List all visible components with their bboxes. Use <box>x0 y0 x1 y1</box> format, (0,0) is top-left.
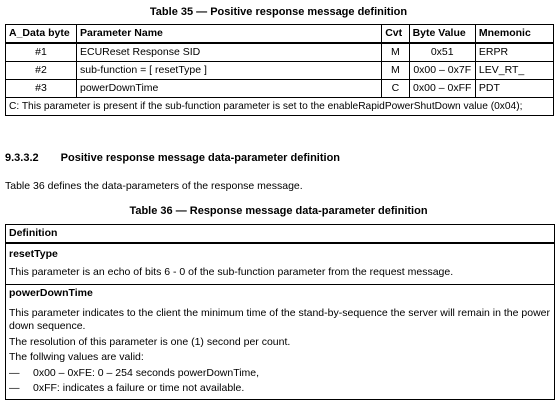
pdt-desc-line2: down sequence. <box>9 320 86 332</box>
table35 <box>5 24 554 116</box>
dash-bullet: — <box>9 382 20 394</box>
power-down-time-row <box>6 285 554 398</box>
table-row <box>6 80 554 98</box>
list-item <box>9 382 244 394</box>
cell-value: 0x00 – 0x7F <box>409 62 475 80</box>
reset-type-text: This parameter is an echo of bits 6 - 0 of the sub-function parameter from the request message. <box>9 266 454 278</box>
cell-parameter: powerDownTime <box>76 80 381 98</box>
cell-cvt: M <box>382 62 409 80</box>
header-mnemonic: Mnemonic <box>475 25 553 44</box>
section-heading <box>5 152 340 164</box>
table36-header <box>6 225 554 244</box>
section-intro: Table 36 defines the data-parameters of the response message. <box>5 180 303 192</box>
cell-parameter: ECUReset Response SID <box>76 43 381 62</box>
cell-value: 0x51 <box>409 43 475 62</box>
power-down-time-title: powerDownTime <box>9 287 93 299</box>
reset-type-title: resetType <box>9 248 58 260</box>
pdt-valid-values: The follwing values are valid: <box>9 351 144 363</box>
cell-cvt: C <box>382 80 409 98</box>
cell-mnemonic: PDT <box>475 80 553 98</box>
dash-bullet: — <box>9 367 20 379</box>
pdt-desc-line1: This parameter indicates to the client the minimum time of the stand-by-sequence the server will remain in the power <box>9 307 550 319</box>
cell-mnemonic: LEV_RT_ <box>475 62 553 80</box>
header-byte-value: Byte Value <box>409 25 475 44</box>
list-item-text: 0xFF: indicates a failure or time not available. <box>33 382 245 394</box>
reset-type-row <box>6 244 554 285</box>
section-number: 9.3.3.2 <box>5 152 39 164</box>
cell-mnemonic: ERPR <box>475 43 553 62</box>
cell-byte: #3 <box>6 80 77 98</box>
table-row <box>6 43 554 62</box>
table35-header-row <box>6 25 554 44</box>
cell-parameter: sub-function = [ resetType ] <box>76 62 381 80</box>
table36 <box>5 224 555 400</box>
table-row <box>6 62 554 80</box>
cell-cvt: M <box>382 43 409 62</box>
list-item-text: 0x00 – 0xFE: 0 – 254 seconds powerDownTime, <box>33 367 260 379</box>
cell-byte: #1 <box>6 43 77 62</box>
header-parameter-name: Parameter Name <box>76 25 381 44</box>
section-title: Positive response message data-parameter definition <box>60 152 341 164</box>
header-a-data-byte: A_Data byte <box>6 25 77 44</box>
cell-value: 0x00 – 0xFF <box>409 80 475 98</box>
pdt-resolution: The resolution of this parameter is one (1) second per count. <box>9 336 291 348</box>
list-item <box>9 367 259 379</box>
table35-note: C: This parameter is present if the sub-function parameter is set to the enableRapidPowerShutDown value (0x04); <box>6 98 554 116</box>
table36-caption: Table 36 — Response message data-parameter definition <box>129 205 428 217</box>
header-definition: Definition <box>9 227 58 239</box>
cell-byte: #2 <box>6 62 77 80</box>
table35-caption: Table 35 — Positive response message definition <box>149 6 408 18</box>
table35-note-row <box>6 98 554 116</box>
header-cvt: Cvt <box>382 25 409 44</box>
